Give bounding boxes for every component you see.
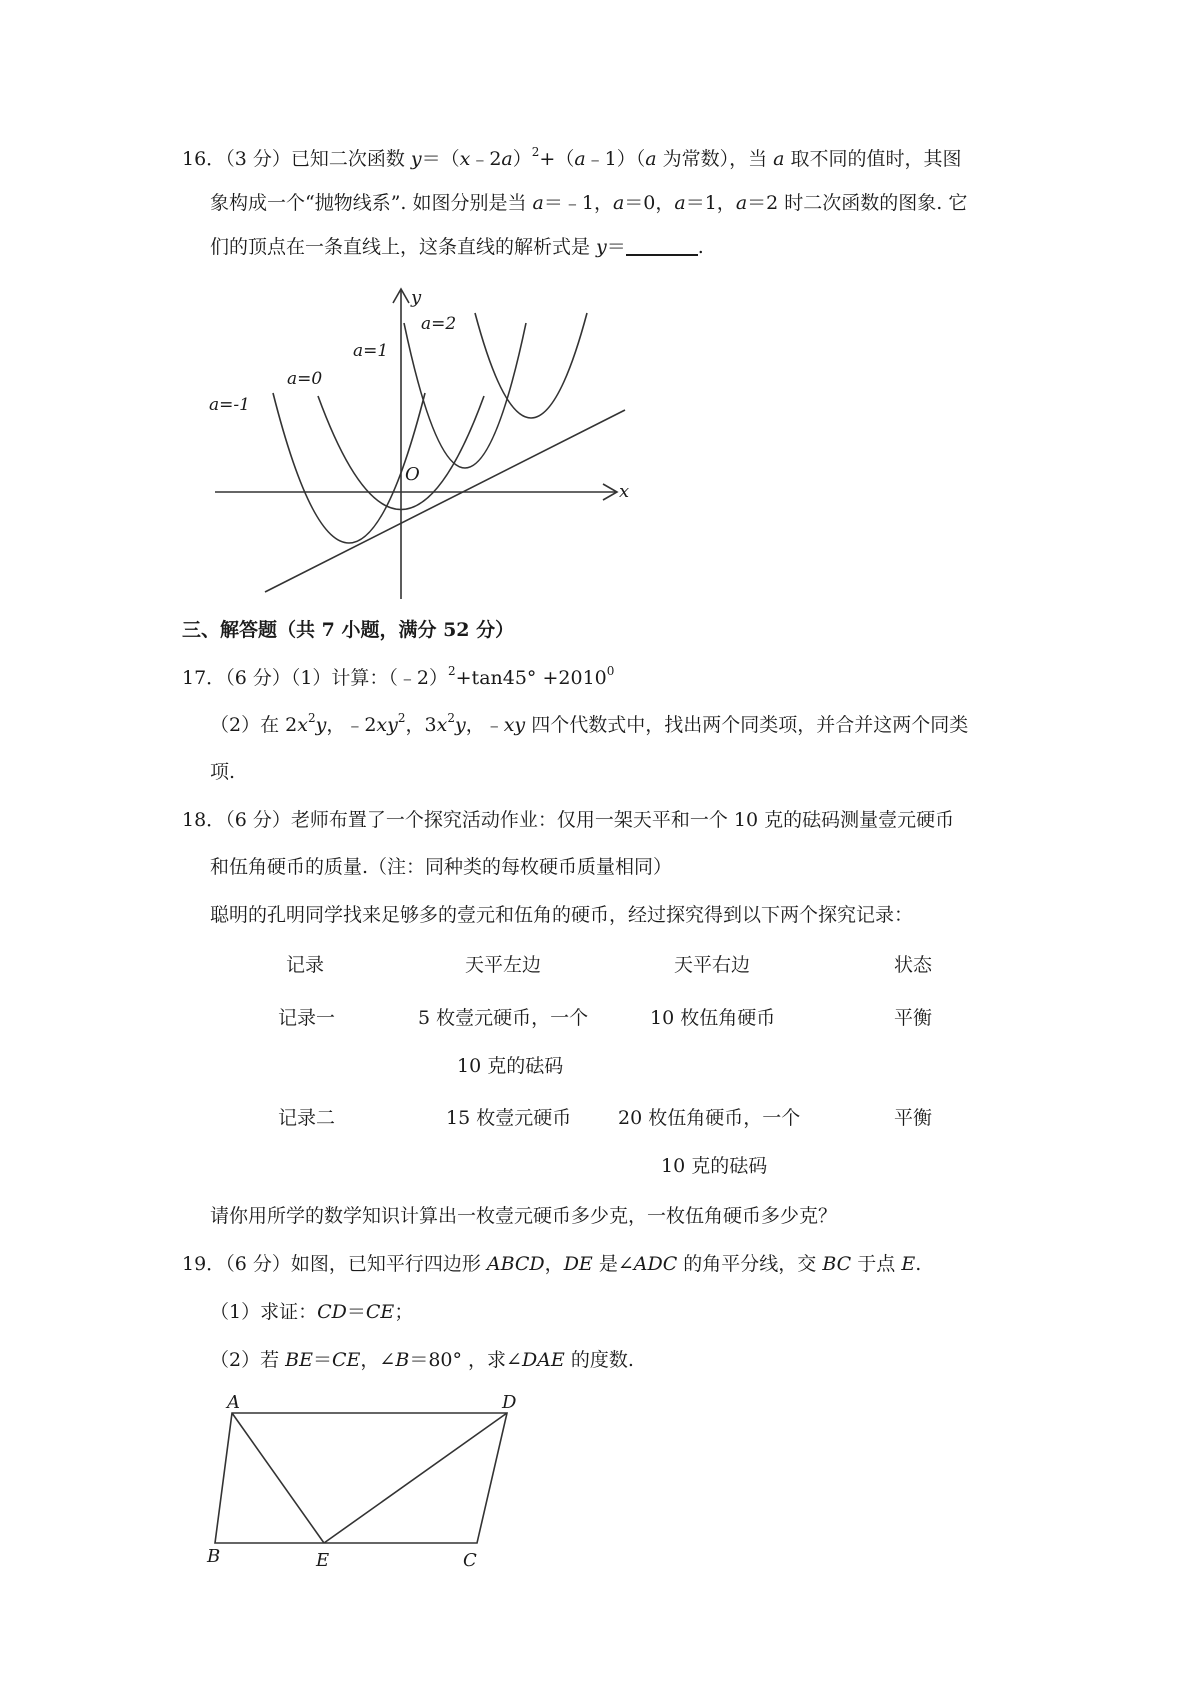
q19-parallelogram-figure <box>205 1390 525 1570</box>
answer-blank <box>626 236 698 256</box>
segment-de <box>324 1413 507 1543</box>
parabola-a-2 <box>475 313 587 418</box>
q17-part2-line2: 项. <box>210 761 236 783</box>
label-d: D <box>502 1392 517 1413</box>
q19-part1: （1）求证：CD＝CE； <box>210 1301 414 1323</box>
table-header-right: 天平右边 <box>674 954 751 976</box>
q17-line1: 17．（6 分）（1）计算：（﹣2）$^2$+tan45° $+2010^0$ <box>182 664 615 689</box>
label-e: E <box>316 1550 330 1570</box>
q18-line4: 请你用所学的数学知识计算出一枚壹元硬币多少克，一枚伍角硬币多少克？ <box>210 1205 838 1227</box>
row2-record: 记录二 <box>278 1107 336 1129</box>
curve-label-a-2: a=2 <box>421 314 457 334</box>
segment-ae <box>232 1413 324 1543</box>
table-header-left: 天平左边 <box>465 954 542 976</box>
q18-line2: 和伍角硬币的质量.（注：同种类的每枚硬币质量相同） <box>210 856 673 878</box>
table-header-status: 状态 <box>894 954 933 976</box>
q16-number: 16． <box>182 148 226 170</box>
row1-record: 记录一 <box>278 1007 336 1029</box>
parabola-a-1 <box>404 323 526 468</box>
q19-number: 19． <box>182 1253 226 1275</box>
q18-number: 18． <box>182 809 226 831</box>
vertex-line <box>265 410 625 592</box>
row2-right-line2: 10 克的砝码 <box>661 1155 768 1177</box>
q16-line2: 象构成一个“抛物线系”. 如图分别是当 a＝﹣1，a＝0，a＝1，a＝2 时二次函数的图象. 它 <box>210 192 968 214</box>
q16-line1: 16．（3 分）已知二次函数 y＝（x﹣2a）$^2$+（a﹣1）（a 为常数），当 a 取不同的值时，其图 <box>182 145 962 170</box>
row1-status: 平衡 <box>894 1007 933 1029</box>
curve-label-a-0: a=0 <box>287 369 323 389</box>
label-c: C <box>463 1550 477 1570</box>
y-axis-label: y <box>411 287 422 308</box>
parallelogram-abcd <box>215 1413 507 1543</box>
q19-line1: 19．（6 分）如图，已知平行四边形 ABCD，DE 是∠ADC 的角平分线，交 BC 于点 E. <box>182 1253 922 1275</box>
table-header-record: 记录 <box>286 954 325 976</box>
row1-left-line1: 5 枚壹元硬币，一个 <box>418 1007 589 1029</box>
q19-part2: （2）若 BE＝CE，∠B＝80° ，求∠DAE 的度数. <box>210 1349 634 1371</box>
q18-line3: 聪明的孔明同学找来足够多的壹元和伍角的硬币，经过探究得到以下两个探究记录： <box>210 904 914 926</box>
q16-line3: 们的顶点在一条直线上，这条直线的解析式是 y＝ . <box>210 236 704 258</box>
curve-label-a-neg1: a=-1 <box>209 395 250 415</box>
q18-line1: 18．（6 分）老师布置了一个探究活动作业：仅用一架天平和一个 10 克的砝码测量壹元硬币 <box>182 809 955 831</box>
row2-left: 15 枚壹元硬币 <box>446 1107 572 1129</box>
q17-part2-line1: （2）在 $2x^2y$，$﹣2xy^2$，$3x^2y$，﹣xy 四个代数式中，找出两个同类项，并合并这两个同类 <box>210 711 969 736</box>
row2-status: 平衡 <box>894 1107 933 1129</box>
q16-parabola-figure <box>205 283 635 603</box>
row1-right: 10 枚伍角硬币 <box>650 1007 776 1029</box>
x-axis-label: x <box>619 481 630 502</box>
row2-right-line1: 20 枚伍角硬币，一个 <box>618 1107 801 1129</box>
parabola-a-neg1 <box>273 393 425 543</box>
label-b: B <box>207 1546 221 1567</box>
origin-label: O <box>405 464 420 485</box>
curve-label-a-1: a=1 <box>353 341 389 361</box>
section-3-heading: 三、解答题（共 7 小题，满分 52 分） <box>182 619 515 641</box>
q17-number: 17． <box>182 667 226 689</box>
row1-left-line2: 10 克的砝码 <box>457 1055 564 1077</box>
label-a: A <box>227 1392 240 1413</box>
